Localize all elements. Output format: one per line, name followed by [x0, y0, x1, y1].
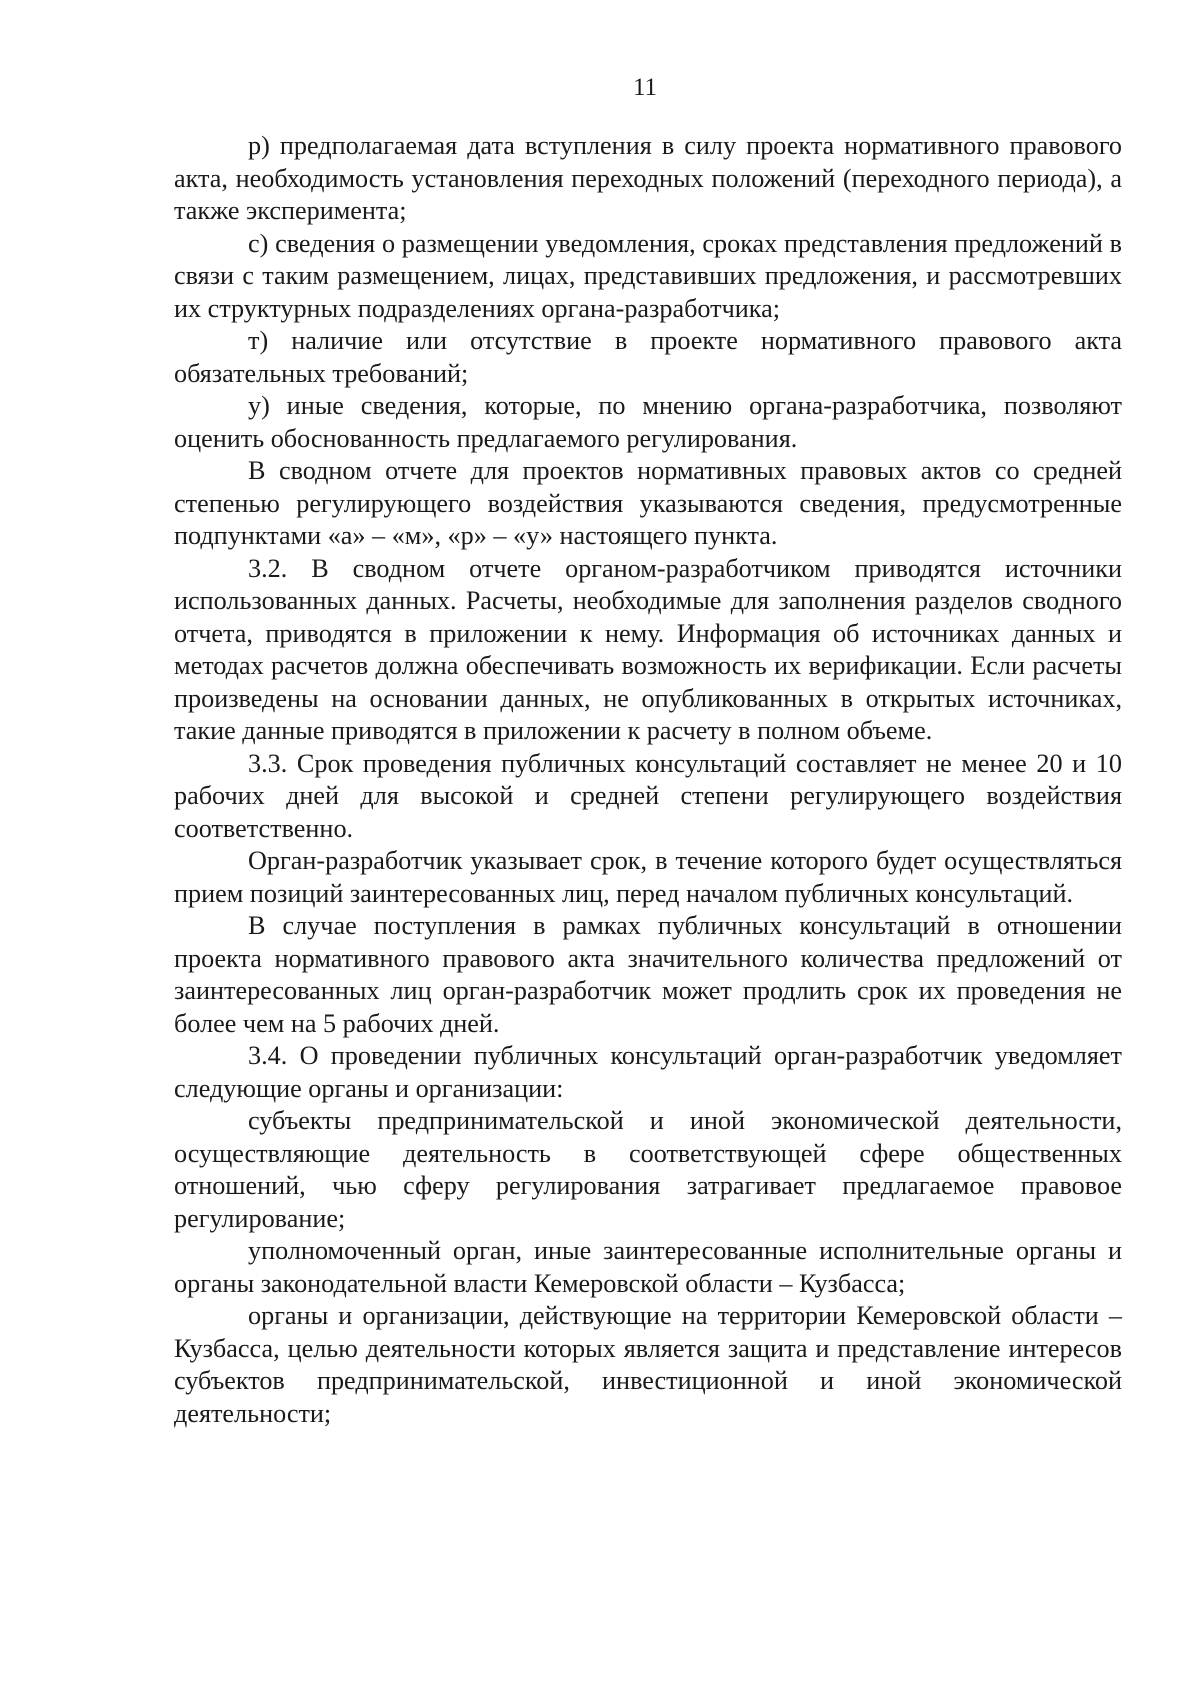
paragraph-organizations: органы и организации, действующие на территории Кемеровской области – Кузбасса, целью деятельности которых является защита и представление интересов субъектов предпринимательской, инвестиционной и иной экономической деятельности; [174, 1301, 1122, 1428]
paragraph-section-3-4: 3.4. О проведении публичных консультаций орган-разработчик уведомляет следующие органы и организации: [174, 1041, 1122, 1103]
page-number: 11 [632, 74, 658, 101]
paragraph-business-entities: субъекты предпринимательской и иной экономической деятельности, осуществляющие деятельность в соответствующей сфере общественных отношений, чью сферу регулирования затрагивает предлагаемое правовое регулирование; [174, 1106, 1122, 1233]
paragraph-authorized-body: уполномоченный орган, иные заинтересованные исполнительные органы и органы законодательной власти Кемеровской области – Кузбасса; [174, 1236, 1122, 1298]
paragraph-section-3-3: 3.3. Срок проведения публичных консультаций составляет не менее 20 и 10 рабочих дней для высокой и средней степени регулирующего воздействия соответственно. [174, 748, 1122, 843]
paragraph-extension: В случае поступления в рамках публичных консультаций в отношении проекта нормативного правового акта значительного количества предложений от заинтересованных лиц орган-разработчик может продлить срок их проведения не более чем на 5 рабочих дней. [174, 911, 1122, 1038]
paragraph-medium-impact-report: В сводном отчете для проектов нормативных правовых актов со средней степенью регулирующего воздействия указываются сведения, предусмотренные подпунктами «а» – «м», «р» – «у» настоящего пункта. [174, 456, 1122, 550]
paragraph-item-u: у) иные сведения, которые, по мнению органа-разработчика, позволяют оценить обоснованность предлагаемого регулирования. [174, 391, 1122, 453]
paragraph-developer-deadline: Орган-разработчик указывает срок, в течение которого будет осуществляться прием позиций заинтересованных лиц, перед началом публичных консультаций. [174, 846, 1122, 908]
paragraph-item-r: р) предполагаемая дата вступления в силу проекта нормативного правового акта, необходимость установления переходных положений (переходного периода), а также эксперимента; [174, 131, 1122, 225]
paragraph-item-t: т) наличие или отсутствие в проекте нормативного правового акта обязательных требований; [174, 326, 1122, 388]
paragraph-item-s: с) сведения о размещении уведомления, сроках представления предложений в связи с таким размещением, лицах, представивших предложения, и рассмотревших их структурных подразделениях органа-разработчика; [174, 228, 1122, 323]
document-body [174, 130, 1122, 1430]
paragraph-section-3-2: 3.2. В сводном отчете органом-разработчиком приводятся источники использованных данных. Расчеты, необходимые для заполнения разделов сводного отчета, приводятся в приложении к нему. Информация об источниках данных и методах расчетов должна обеспечивать возможность их верификации. Если расчеты произведены на основании данных, не опубликованных в открытых источниках, такие данные приводятся в приложении к расчету в полном объеме. [174, 553, 1122, 745]
